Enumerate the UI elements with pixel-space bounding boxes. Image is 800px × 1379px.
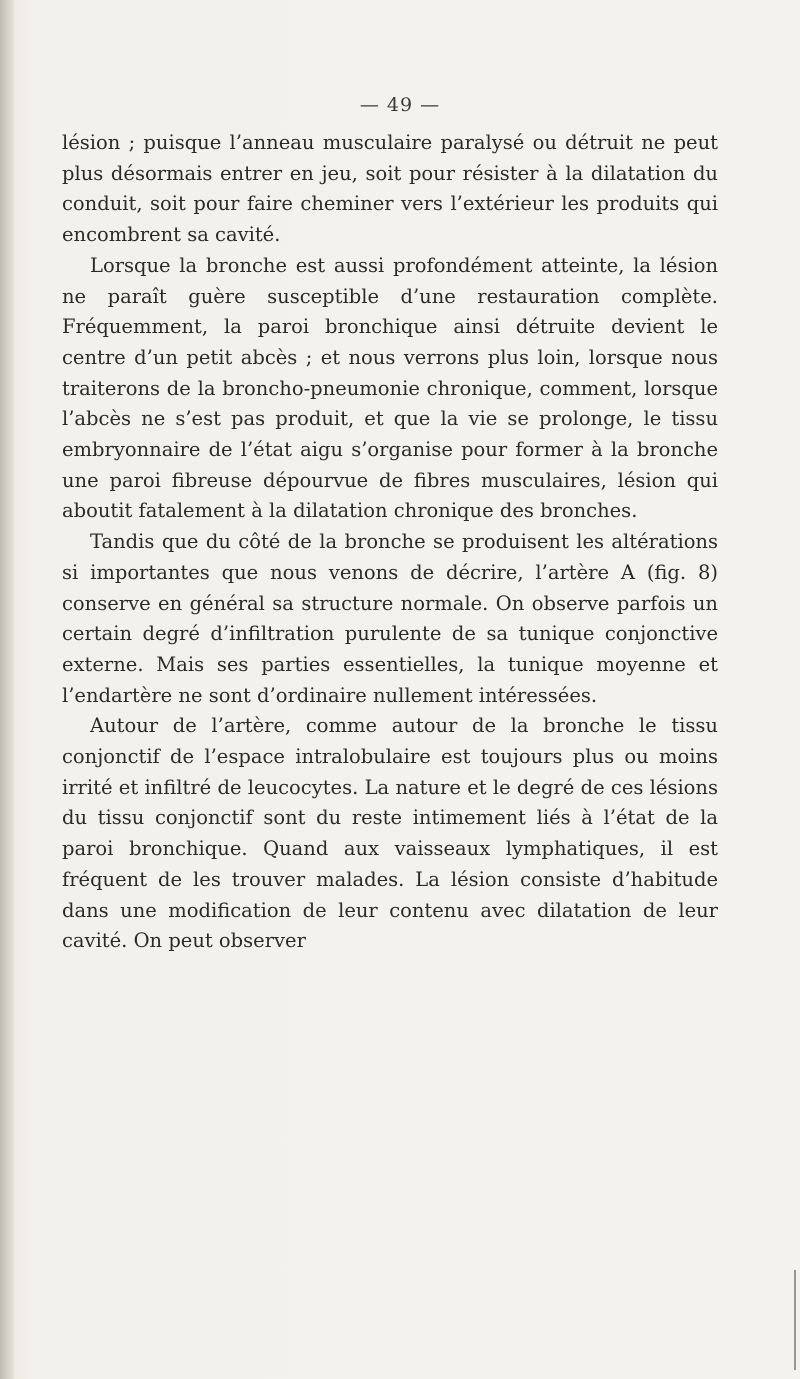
body-text	[62, 128, 718, 957]
paragraph-bronche-atteinte: Lorsque la bronche est aussi profondément atteinte, la lésion ne paraît guère susceptible d’une restauration complète. Fréquemment, la paroi bronchique ainsi détruite devient le centre d’un petit abcès ; et nous verrons plus loin, lorsque nous traiterons de la broncho-pneumonie chronique, comment, lorsque l’abcès ne s’est pas produit, et que la vie se prolonge, le tissu embryonnaire de l’état aigu s’organise pour former à la bronche une paroi fibreuse dépourvue de fibres musculaires, lésion qui aboutit fatalement à la dilatation chronique des bronches.	[62, 253, 718, 523]
paragraph-artere: Tandis que du côté de la bronche se produisent les altérations si importantes que nous venons de décrire, l’artère A (fig. 8) conserve en général sa structure normale. On observe parfois un certain degré d’infiltration purulente de sa tunique conjonctive externe. Mais ses parties essentielles, la tunique moyenne et l’endartère ne sont d’ordinaire nullement intéressées.	[62, 530, 718, 707]
paragraph-continuation: lésion ; puisque l’anneau musculaire paralysé ou détruit ne peut plus désormais entrer en jeu, soit pour résister à la dilatation du conduit, soit pour faire cheminer vers l’extérieur les produits qui encombrent sa cavité.	[62, 131, 718, 247]
page-gutter-shadow	[0, 0, 14, 1379]
page-number: — 49 —	[359, 94, 441, 116]
paragraph-tissu-conjonctif: Autour de l’artère, comme autour de la bronche le tissu conjonctif de l’espace intralobulaire est toujours plus ou moins irrité et infiltré de leucocytes. La nature et le degré de ces lésions du tissu conjonctif sont du reste intimement liés à l’état de la paroi bronchique. Quand aux vaisseaux lymphatiques, il est fréquent de les trouver malades. La lésion consiste d’habitude dans une modification de leur contenu avec dilatation de leur cavité. On peut observer	[62, 714, 718, 953]
page-edge-mark	[794, 1270, 796, 1370]
